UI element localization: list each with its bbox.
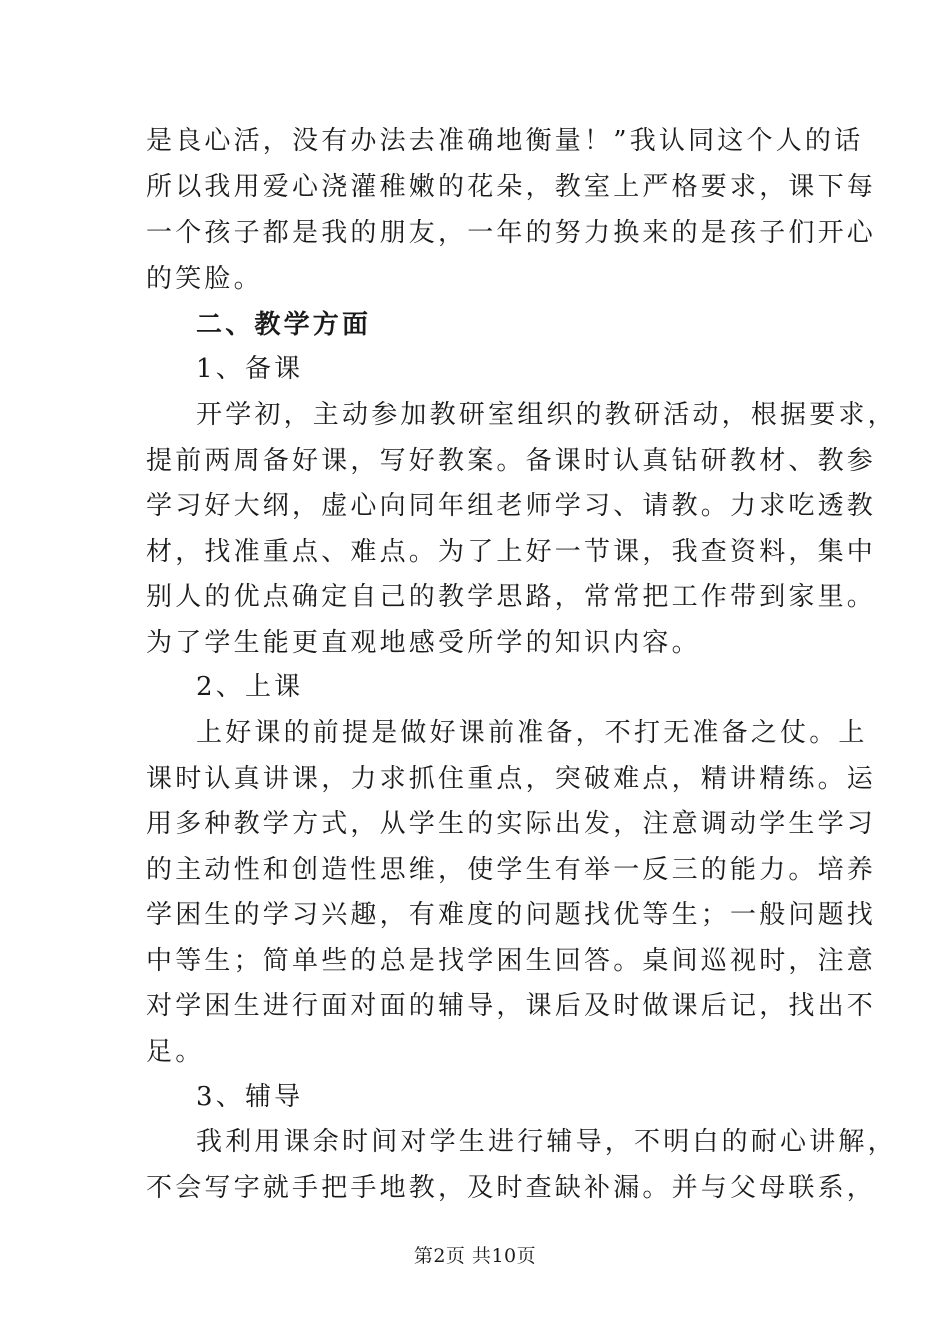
subsection-heading: 2、上课 — [196, 672, 304, 702]
body-line: 别人的优点确定自己的教学思路，常常把工作带到家里。 — [146, 582, 877, 612]
body-line: 学习好大纲，虚心向同年组老师学习、请教。力求吃透教 — [146, 491, 877, 521]
body-line: 学困生的学习兴趣，有难度的问题找优等生；一般问题找 — [146, 900, 877, 930]
subsection-heading: 3、辅导 — [196, 1082, 304, 1112]
body-line: 提前两周备好课，写好教案。备课时认真钻研教材、教参 — [146, 446, 877, 476]
subsection-heading: 1、备课 — [196, 354, 304, 384]
body-line: 对学困生进行面对面的辅导，课后及时做课后记，找出不 — [146, 991, 877, 1021]
body-line: 不会写字就手把手地教，及时查缺补漏。并与父母联系， — [146, 1173, 877, 1203]
body-line: 所以我用爱心浇灌稚嫩的花朵，教室上严格要求，课下每 — [146, 172, 877, 202]
body-line: 开学初，主动参加教研室组织的教研活动，根据要求， — [196, 400, 897, 430]
body-line: 为了学生能更直观地感受所学的知识内容。 — [146, 628, 701, 658]
body-line: 上好课的前提是做好课前准备，不打无准备之仗。上 — [196, 718, 868, 748]
page-number-footer: 第2页 共10页 — [413, 1245, 537, 1267]
body-line: 一个孩子都是我的朋友，一年的努力换来的是孩子们开心 — [146, 218, 877, 248]
body-line: 中等生；简单些的总是找学困生回答。桌间巡视时，注意 — [146, 946, 877, 976]
body-line: 的主动性和创造性思维，使学生有举一反三的能力。培养 — [146, 855, 877, 885]
body-line: 材，找准重点、难点。为了上好一节课，我查资料，集中 — [146, 537, 877, 567]
body-line: 是良心活，没有办法去准确地衡量！”我认同这个人的话 — [146, 126, 864, 156]
section-heading: 二、教学方面 — [196, 310, 372, 340]
body-line: 课时认真讲课，力求抓住重点，突破难点，精讲精练。运 — [146, 764, 877, 794]
body-line: 足。 — [146, 1037, 205, 1067]
body-line: 的笑脸。 — [146, 264, 263, 294]
body-line: 我利用课余时间对学生进行辅导，不明白的耐心讲解， — [196, 1127, 897, 1157]
body-line: 用多种教学方式，从学生的实际出发，注意调动学生学习 — [146, 809, 877, 839]
